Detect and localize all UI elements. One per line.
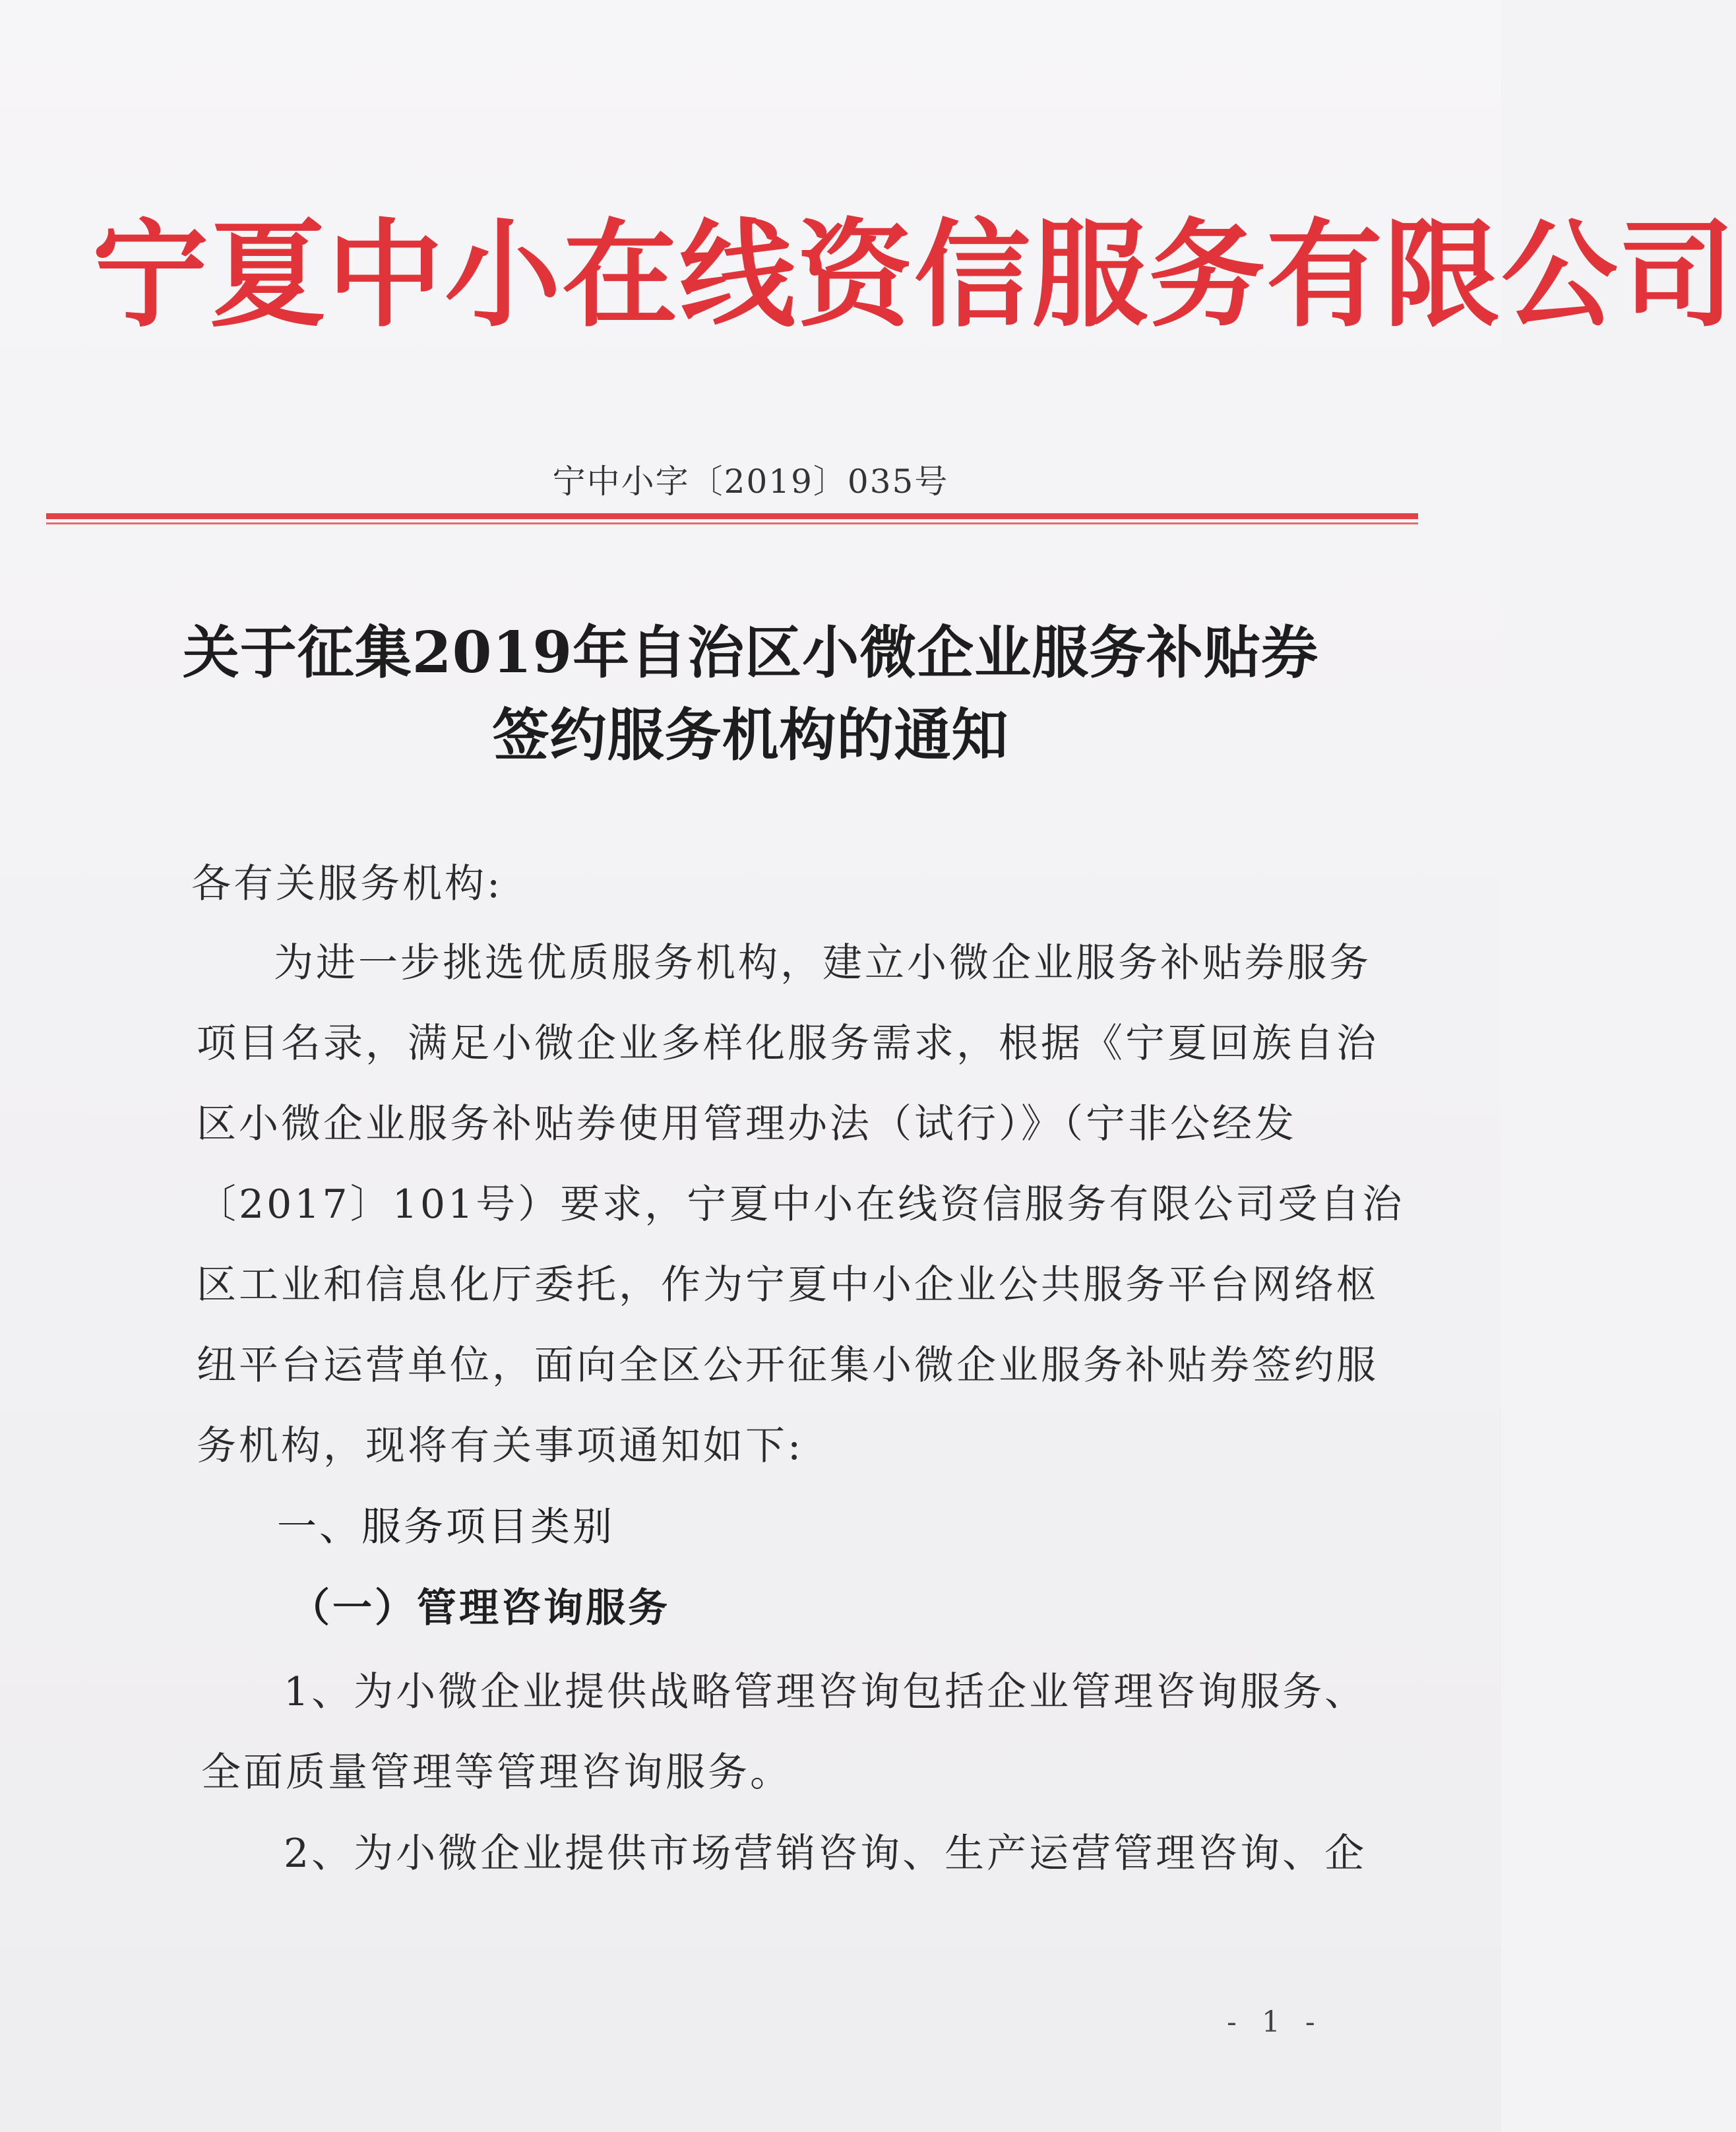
paragraph-line: 区工业和信息化厅委托，作为宁夏中小企业公共服务平台网络枢 [197, 1262, 1379, 1308]
document-number: 宁中小字〔2019〕035号 [552, 462, 949, 501]
list-item-line: 1、为小微企业提供战略管理咨询包括企业管理咨询服务、 [284, 1669, 1367, 1715]
section-heading: 一、服务项目类别 [277, 1504, 615, 1550]
list-item-line: 2、为小微企业提供市场营销咨询、生产运营管理咨询、企 [284, 1831, 1367, 1877]
red-separator-line-thin [46, 522, 1418, 524]
organization-letterhead: 宁夏中小在线资信服务有限公司 [92, 208, 1736, 343]
paragraph-line: 务机构，现将有关事项通知如下: [197, 1423, 804, 1469]
paragraph-line: 为进一步挑选优质服务机构，建立小微企业服务补贴券服务 [274, 940, 1371, 986]
paragraph-line: 项目名录，满足小微企业多样化服务需求，根据《宁夏回族自治 [197, 1020, 1379, 1067]
notice-title-line-2: 签约服务机构的通知 [492, 702, 1009, 768]
list-item-line: 全面质量管理等管理咨询服务。 [201, 1749, 792, 1796]
paragraph-line: 〔2017〕101号）要求，宁夏中小在线资信服务有限公司受自治 [197, 1181, 1405, 1228]
notice-title-line-1: 关于征集2019年自治区小微企业服务补贴券 [182, 619, 1319, 686]
salutation: 各有关服务机构: [191, 861, 503, 907]
subsection-heading: （一）管理咨询服务 [290, 1585, 670, 1631]
red-separator-line [46, 513, 1418, 519]
paragraph-line: 区小微企业服务补贴券使用管理办法（试行）》（宁非公经发 [197, 1101, 1297, 1147]
paragraph-line: 纽平台运营单位，面向全区公开征集小微企业服务补贴券签约服 [197, 1342, 1379, 1389]
page-number: - 1 - [1227, 2005, 1323, 2039]
